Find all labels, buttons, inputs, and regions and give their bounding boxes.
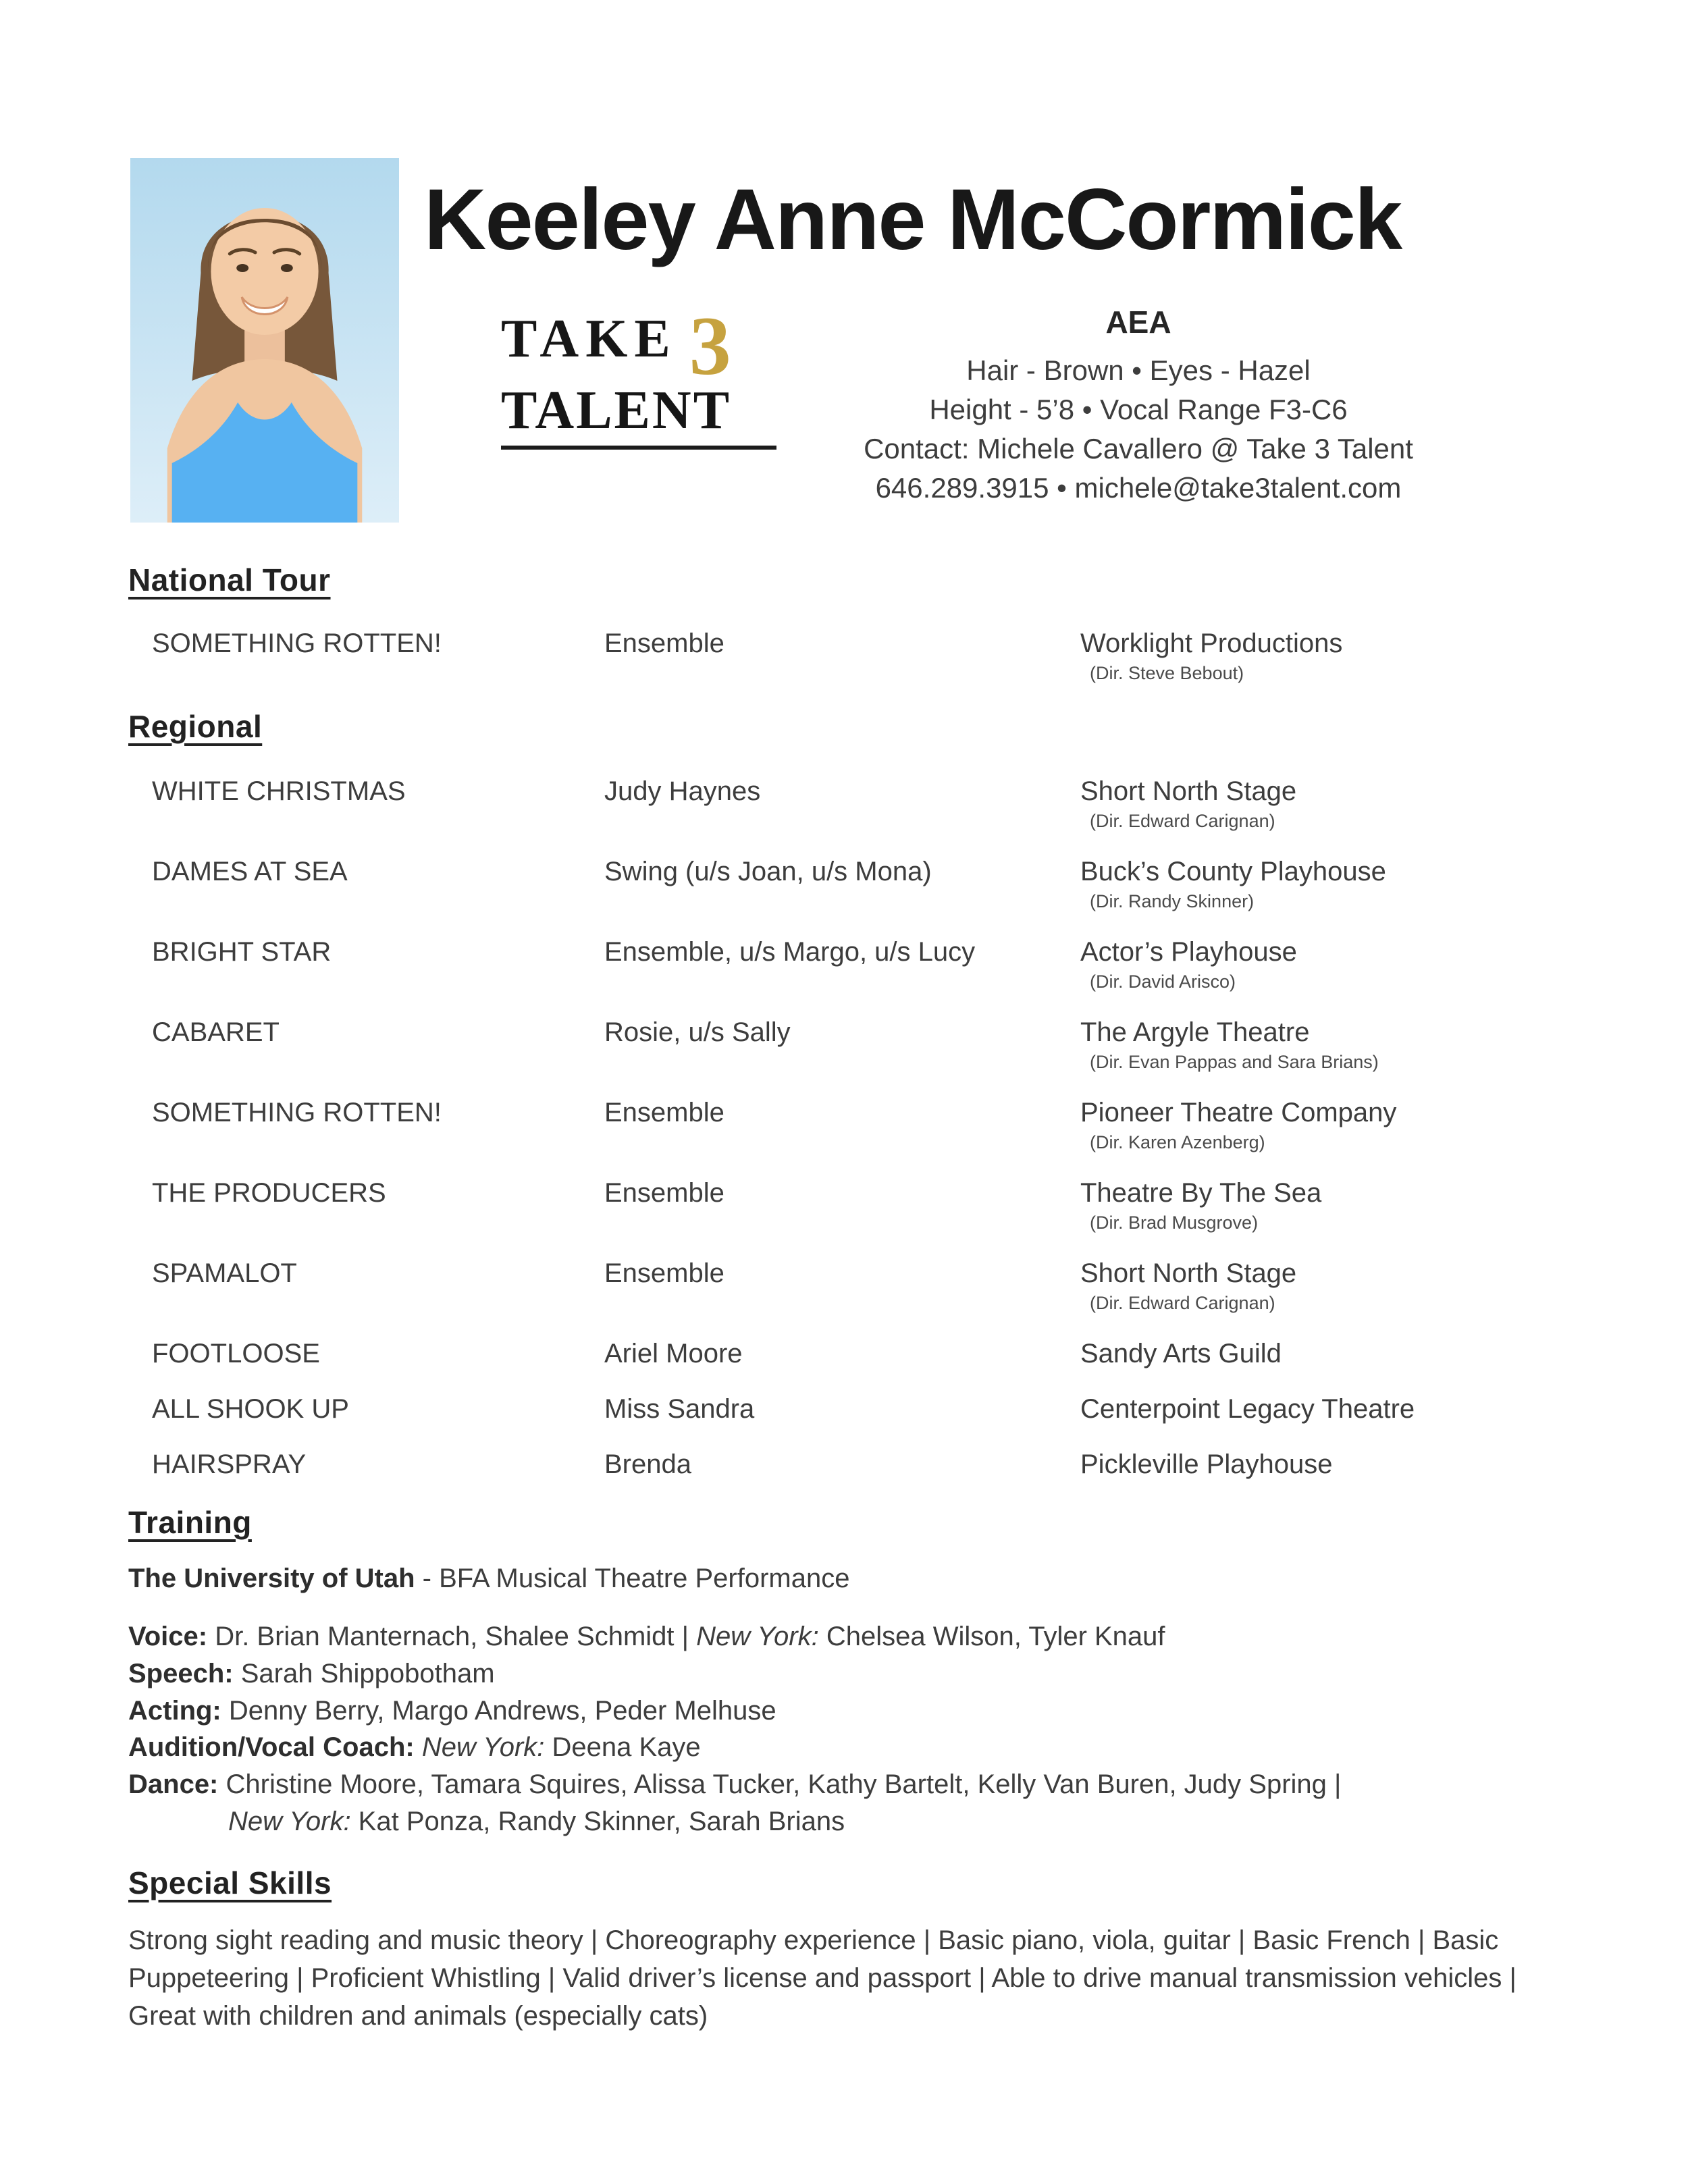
training-text: Sarah Shippobotham (233, 1658, 495, 1688)
credit-role: Judy Haynes (604, 776, 761, 806)
logo-word-take: TAKE (501, 309, 677, 369)
credit-director: (Dir. David Arisco) (1090, 971, 1236, 992)
resume-header (0, 0, 1688, 560)
credit-role: Ensemble (604, 629, 724, 658)
training-line-speech (128, 1655, 1560, 1693)
credit-company: Worklight Productions (1080, 629, 1343, 658)
logo-digit-3: 3 (689, 300, 731, 392)
stat-phone-email: 646.289.3915 • michele@take3talent.com (875, 471, 1402, 504)
credit-company: Centerpoint Legacy Theatre (1080, 1394, 1415, 1424)
credit-row (152, 1258, 1560, 1314)
credit-show: SOMETHING ROTTEN! (152, 1098, 442, 1127)
credit-role: Ensemble, u/s Margo, u/s Lucy (604, 937, 976, 967)
section-heading-special-skills: Special Skills (128, 1865, 332, 1900)
resume-body (128, 562, 1560, 2035)
credit-show: BRIGHT STAR (152, 937, 332, 967)
credit-company-block (1080, 1017, 1560, 1073)
training-text: Chelsea Wilson, Tyler Knauf (818, 1622, 1165, 1651)
stat-hair-eyes: Hair - Brown • Eyes - Hazel (966, 354, 1311, 386)
credit-director: (Dir. Brad Musgrove) (1090, 1213, 1259, 1233)
credit-show: SPAMALOT (152, 1258, 297, 1288)
credit-row (152, 856, 1560, 912)
training-line-voice (128, 1618, 1560, 1655)
training-label: Dance: (128, 1769, 219, 1800)
credit-show: DAMES AT SEA (152, 857, 348, 886)
credit-row (152, 1338, 1560, 1369)
actor-name: Keeley Anne McCormick (424, 171, 1402, 268)
credit-show: FOOTLOOSE (152, 1339, 320, 1368)
credit-row (152, 1177, 1560, 1233)
credit-director: (Dir. Evan Pappas and Sara Brians) (1090, 1052, 1379, 1072)
training-line-audition-coach (128, 1729, 1560, 1766)
credit-show: HAIRSPRAY (152, 1449, 307, 1479)
stat-contact: Contact: Michele Cavallero @ Take 3 Talent (864, 432, 1413, 464)
credit-company: Sandy Arts Guild (1080, 1339, 1282, 1368)
training-newyork-label: New York: (421, 1732, 545, 1763)
training-line-dance-newyork (128, 1803, 1560, 1840)
special-skills-text: Strong sight reading and music theory | Choreography experience | Basic piano, viola, guitar | Basic French | Basic Puppeteering | Proficient Whistling | Valid driver’s license and passport | Able to drive manual transmission vehicles | Great with children and animals (especially cats) (128, 1925, 1516, 2031)
credit-company: Buck’s County Playhouse (1080, 857, 1386, 886)
credit-show: THE PRODUCERS (152, 1178, 386, 1208)
credit-row (152, 1097, 1560, 1153)
credit-show: WHITE CHRISTMAS (152, 776, 406, 806)
credit-company-block (1080, 1097, 1560, 1153)
credit-show: SOMETHING ROTTEN! (152, 629, 442, 658)
credit-row (152, 776, 1560, 832)
regional-credits (152, 776, 1560, 1480)
training-text: Kat Ponza, Randy Skinner, Sarah Brians (350, 1806, 845, 1836)
credit-company: Short North Stage (1080, 776, 1297, 806)
credit-role: Ariel Moore (604, 1339, 743, 1368)
training-school-degree: - BFA Musical Theatre Performance (415, 1564, 850, 1593)
credit-show: CABARET (152, 1017, 280, 1047)
training-text: Christine Moore, Tamara Squires, Alissa Tucker, Kathy Bartelt, Kelly Van Buren, Judy Spring | (218, 1769, 1342, 1800)
credit-show: ALL SHOOK UP (152, 1394, 349, 1424)
credit-row (152, 936, 1560, 992)
credit-director: (Dir. Edward Carignan) (1090, 811, 1275, 831)
training-label: Voice: (128, 1622, 208, 1651)
training-text: Dr. Brian Manternach, Shalee Schmidt | (207, 1622, 697, 1651)
training-line-dance (128, 1766, 1560, 1803)
training-label: Acting: (128, 1695, 221, 1726)
training-school-name: The University of Utah (128, 1564, 415, 1593)
union-affiliation: AEA (1105, 304, 1171, 340)
credit-row (152, 1017, 1560, 1073)
credit-director: (Dir. Karen Azenberg) (1090, 1132, 1265, 1152)
credit-director: (Dir. Steve Bebout) (1090, 663, 1244, 683)
credit-company-block (1080, 776, 1560, 832)
credit-director: (Dir. Edward Carignan) (1090, 1293, 1275, 1313)
national-tour-credits (152, 628, 1560, 684)
credit-company-block (1080, 1258, 1560, 1314)
credit-company: The Argyle Theatre (1080, 1017, 1310, 1047)
training-newyork-label: New York: (696, 1622, 819, 1651)
credit-company: Actor’s Playhouse (1080, 937, 1297, 967)
credit-role: Swing (u/s Joan, u/s Mona) (604, 857, 932, 886)
training-newyork-label: New York: (228, 1806, 351, 1836)
training-label: Speech: (128, 1658, 234, 1688)
logo-word-talent: TALENT (501, 380, 732, 440)
headshot-illustration (130, 158, 399, 523)
credit-company-block (1080, 1338, 1560, 1369)
credit-company-block (1080, 856, 1560, 912)
credit-role: Miss Sandra (604, 1394, 755, 1424)
credit-role: Ensemble (604, 1258, 724, 1288)
credit-company-block (1080, 1393, 1560, 1424)
logo-underline (501, 446, 776, 450)
credit-company-block (1080, 1449, 1560, 1480)
training-text: Deena Kaye (544, 1732, 701, 1763)
credit-role: Rosie, u/s Sally (604, 1017, 791, 1047)
credit-row (152, 1393, 1560, 1424)
stat-height-vocal: Height - 5’8 • Vocal Range F3-C6 (929, 393, 1348, 425)
training-line-acting (128, 1693, 1560, 1730)
credit-company: Theatre By The Sea (1080, 1178, 1322, 1208)
credit-row (152, 628, 1560, 684)
credit-company-block (1080, 936, 1560, 992)
section-heading-national-tour: National Tour (128, 562, 331, 597)
training-label: Audition/Vocal Coach: (128, 1732, 422, 1763)
training-school-line (128, 1564, 1560, 1594)
headshot-photo (130, 158, 399, 523)
section-heading-training: Training (128, 1505, 252, 1540)
credit-row (152, 1449, 1560, 1480)
section-heading-regional: Regional (128, 709, 263, 744)
credit-company: Pickleville Playhouse (1080, 1449, 1333, 1479)
actor-stats-block (747, 304, 1530, 508)
credit-role: Brenda (604, 1449, 691, 1479)
credit-director: (Dir. Randy Skinner) (1090, 891, 1255, 911)
credit-company: Short North Stage (1080, 1258, 1297, 1288)
credit-company-block (1080, 628, 1560, 684)
credit-role: Ensemble (604, 1178, 724, 1208)
credit-company-block (1080, 1177, 1560, 1233)
credit-company: Pioneer Theatre Company (1080, 1098, 1397, 1127)
credit-role: Ensemble (604, 1098, 724, 1127)
training-text: Denny Berry, Margo Andrews, Peder Melhuse (221, 1695, 776, 1726)
